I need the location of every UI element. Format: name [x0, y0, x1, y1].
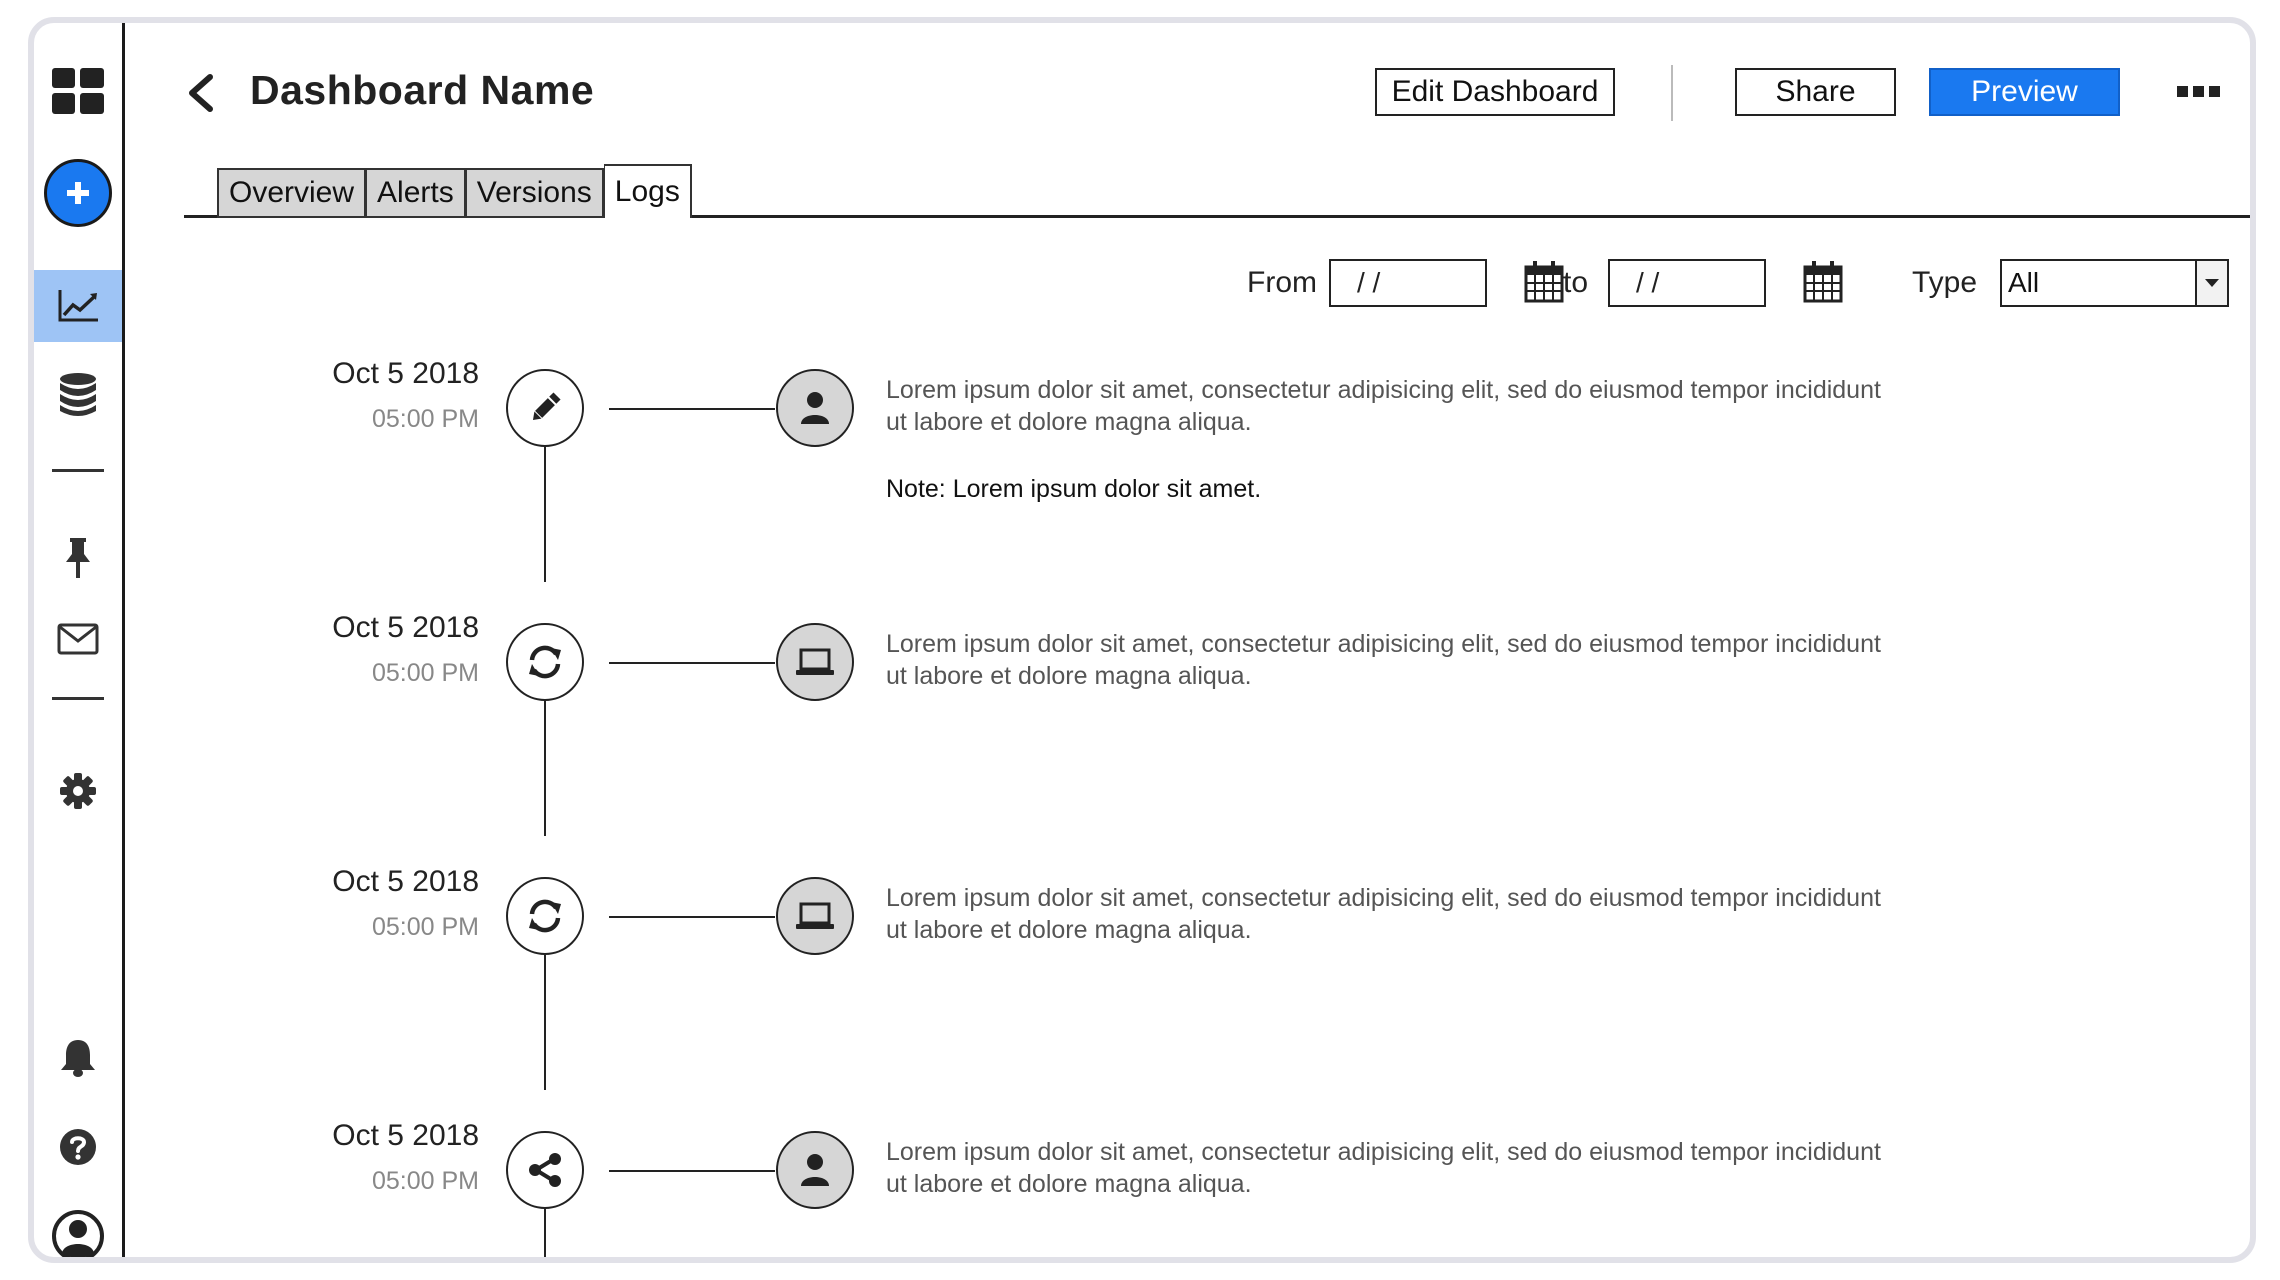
- sidebar: [34, 23, 125, 1257]
- calendar-icon[interactable]: [1524, 261, 1564, 308]
- timeline-connector: [544, 1209, 546, 1263]
- share-icon: [506, 1131, 584, 1209]
- user-icon: [776, 369, 854, 447]
- tab-versions[interactable]: Versions: [466, 168, 604, 218]
- more-options-icon[interactable]: [2176, 85, 2222, 104]
- entry-time: 05:00 PM: [371, 1167, 479, 1195]
- pencil-icon: [506, 369, 584, 447]
- timeline-connector: [544, 955, 546, 1090]
- timeline-connector: [544, 447, 546, 582]
- to-label: to: [1563, 266, 1589, 299]
- entry-description: Lorem ipsum dolor sit amet, consectetur adipisicing elit, sed do eiusmod tempor incididunt ut labore et dolore magna aliqua.: [886, 1138, 1881, 1198]
- user-icon: [776, 1131, 854, 1209]
- entry-description: Lorem ipsum dolor sit amet, consectetur adipisicing elit, sed do eiusmod tempor incididunt ut labore et dolore magna aliqua.: [886, 376, 1881, 436]
- sidebar-divider: [52, 469, 104, 472]
- dashboards-icon[interactable]: [34, 55, 122, 127]
- app-window: [28, 17, 2256, 1263]
- tab-overview[interactable]: Overview: [217, 168, 366, 218]
- laptop-icon: [776, 623, 854, 701]
- calendar-icon[interactable]: [1803, 261, 1843, 308]
- sidebar-item-analytics[interactable]: [34, 270, 122, 342]
- from-date-input[interactable]: [1329, 259, 1487, 307]
- timeline-branch: [609, 408, 775, 410]
- entry-date: Oct 5 2018: [332, 357, 479, 390]
- back-icon[interactable]: [184, 73, 216, 118]
- header-divider: [1671, 65, 1673, 121]
- entry-time: 05:00 PM: [371, 659, 479, 687]
- entry-date: Oct 5 2018: [332, 1119, 479, 1152]
- timeline-branch: [609, 1170, 775, 1172]
- tab-alerts[interactable]: Alerts: [366, 168, 466, 218]
- user-avatar-icon[interactable]: [34, 1200, 122, 1263]
- mail-icon[interactable]: [34, 603, 122, 675]
- entry-note: Note: Lorem ipsum dolor sit amet.: [886, 475, 1262, 503]
- type-select[interactable]: [2000, 259, 2229, 307]
- help-icon[interactable]: [34, 1111, 122, 1183]
- add-button[interactable]: [34, 157, 122, 229]
- share-button[interactable]: Share: [1735, 68, 1896, 116]
- entry-time: 05:00 PM: [371, 913, 479, 941]
- sync-icon: [506, 877, 584, 955]
- database-icon[interactable]: [34, 359, 122, 431]
- sidebar-divider: [52, 697, 104, 700]
- sync-icon: [506, 623, 584, 701]
- gear-icon[interactable]: [34, 755, 122, 827]
- tab-logs[interactable]: Logs: [604, 164, 692, 218]
- bell-icon[interactable]: [34, 1022, 122, 1094]
- edit-dashboard-button[interactable]: Edit Dashboard: [1375, 68, 1615, 116]
- entry-date: Oct 5 2018: [332, 611, 479, 644]
- timeline-branch: [609, 916, 775, 918]
- plus-icon: [44, 159, 112, 227]
- tab-bar: [217, 164, 692, 218]
- to-date-input[interactable]: [1608, 259, 1766, 307]
- entry-description: Lorem ipsum dolor sit amet, consectetur adipisicing elit, sed do eiusmod tempor incididunt ut labore et dolore magna aliqua.: [886, 630, 1881, 690]
- timeline-branch: [609, 662, 775, 664]
- entry-time: 05:00 PM: [371, 405, 479, 433]
- type-select-value: All: [2008, 267, 2040, 298]
- timeline-connector: [544, 701, 546, 836]
- preview-button[interactable]: Preview: [1929, 68, 2120, 116]
- line-chart-icon: [57, 289, 99, 323]
- from-label: From: [1247, 266, 1317, 299]
- entry-description: Lorem ipsum dolor sit amet, consectetur adipisicing elit, sed do eiusmod tempor incididunt ut labore et dolore magna aliqua.: [886, 884, 1881, 944]
- type-label: Type: [1912, 266, 1978, 299]
- pin-icon[interactable]: [34, 523, 122, 595]
- chevron-down-icon[interactable]: [2195, 261, 2227, 305]
- entry-date: Oct 5 2018: [332, 865, 479, 898]
- laptop-icon: [776, 877, 854, 955]
- page-title: Dashboard Name: [250, 67, 595, 113]
